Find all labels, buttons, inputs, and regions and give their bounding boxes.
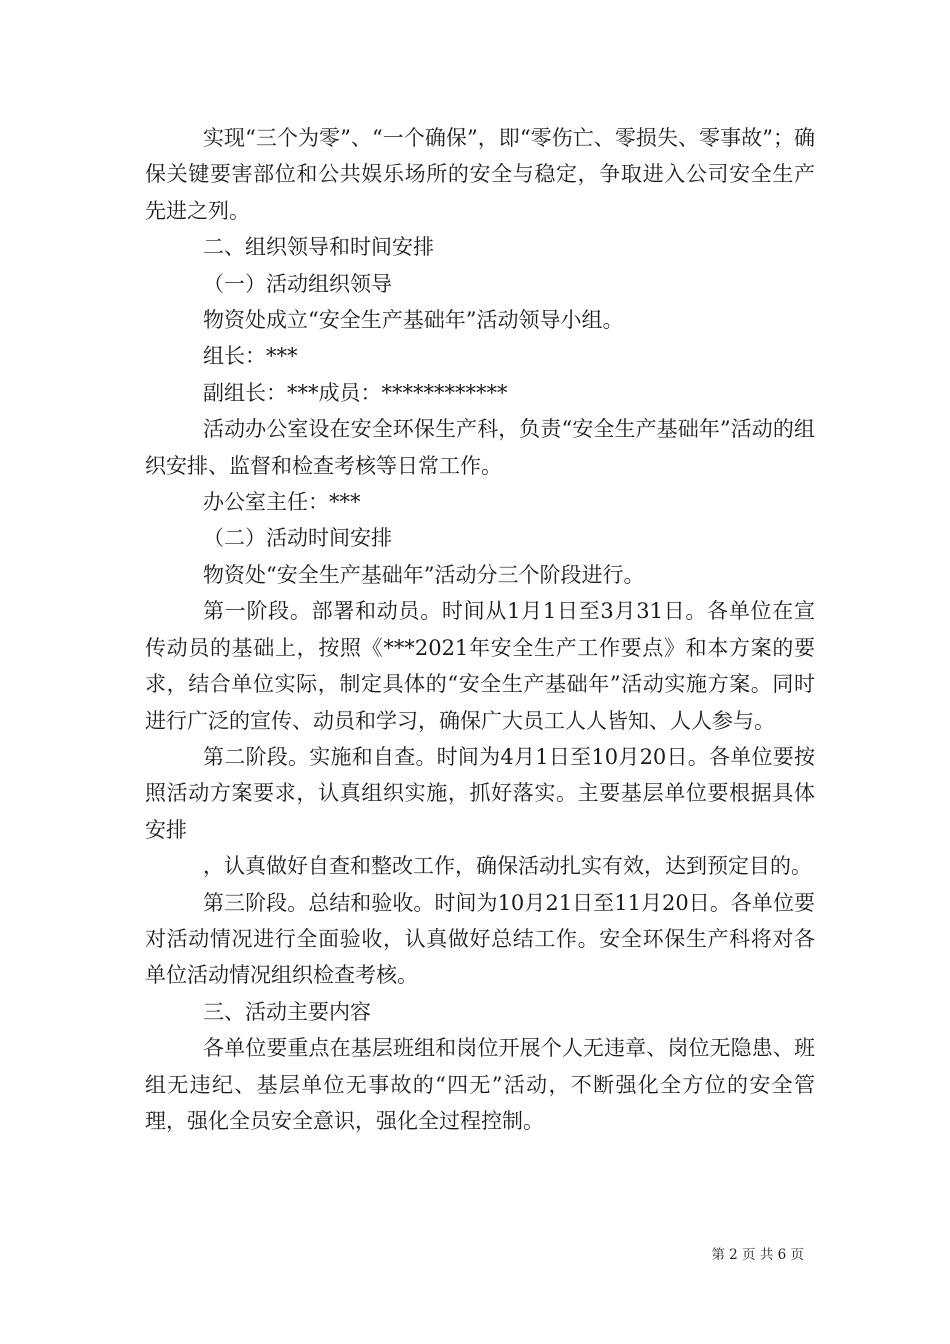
paragraph-deputy-members: 副组长：***成员：************ <box>203 380 508 405</box>
paragraph-goals: 实现“三个为零”、“一个确保”，即“零伤亡、零损失、零事故”；确保关键要害部位和公共娱乐场所的安全与稳定，争取进入公司安全生产先进之列。 <box>145 126 815 223</box>
subsection-heading-schedule: （二）活动时间安排 <box>203 526 392 551</box>
paragraph-stage-three: 第三阶段。总结和验收。时间为10月21日至11月20日。各单位要对活动情况进行全面验收，认真做好总结工作。安全环保生产科将对各单位活动情况组织检查考核。 <box>145 890 815 988</box>
paragraph-stage-two: 第二阶段。实施和自查。时间为4月1日至10月20日。各单位要按照活动方案要求，认真组织实施，抓好落实。主要基层单位要根据具体安排 <box>145 744 815 842</box>
subsection-heading-leadership: （一）活动组织领导 <box>203 271 392 296</box>
paragraph-three-stages: 物资处“安全生产基础年”活动分三个阶段进行。 <box>203 562 645 587</box>
document-body <box>145 120 815 1139</box>
section-heading-organization: 二、组织领导和时间安排 <box>203 235 434 260</box>
paragraph-main-content: 各单位要重点在基层班组和岗位开展个人无违章、岗位无隐患、班组无违纪、基层单位无事故的“四无”活动，不断强化全方位的安全管理，强化全员安全意识，强化全过程控制。 <box>145 1036 815 1133</box>
paragraph-stage-one: 第一阶段。部署和动员。时间从1月1日至3月31日。各单位在宣传动员的基础上，按照《***2021年安全生产工作要点》和本方案的要求，结合单位实际，制定具体的“安全生产基础年”活动实施方案。同时进行广泛的宣传、动员和学习，确保广大员工人人皆知、人人参与。 <box>145 599 815 733</box>
section-heading-main-content: 三、活动主要内容 <box>203 999 371 1024</box>
paragraph-office: 活动办公室设在安全环保生产科，负责“安全生产基础年”活动的组织安排、监督和检查考核等日常工作。 <box>145 417 815 478</box>
paragraph-group-leader: 组长：*** <box>203 344 298 369</box>
paragraph-office-director: 办公室主任：*** <box>203 490 361 515</box>
paragraph-leadership-group: 物资处成立“安全生产基础年”活动领导小组。 <box>203 308 624 333</box>
page-number-footer: 第 2 页 共 6 页 <box>711 1247 804 1263</box>
paragraph-stage-two-continued: ，认真做好自查和整改工作，确保活动扎实有效，达到预定目的。 <box>203 854 812 879</box>
